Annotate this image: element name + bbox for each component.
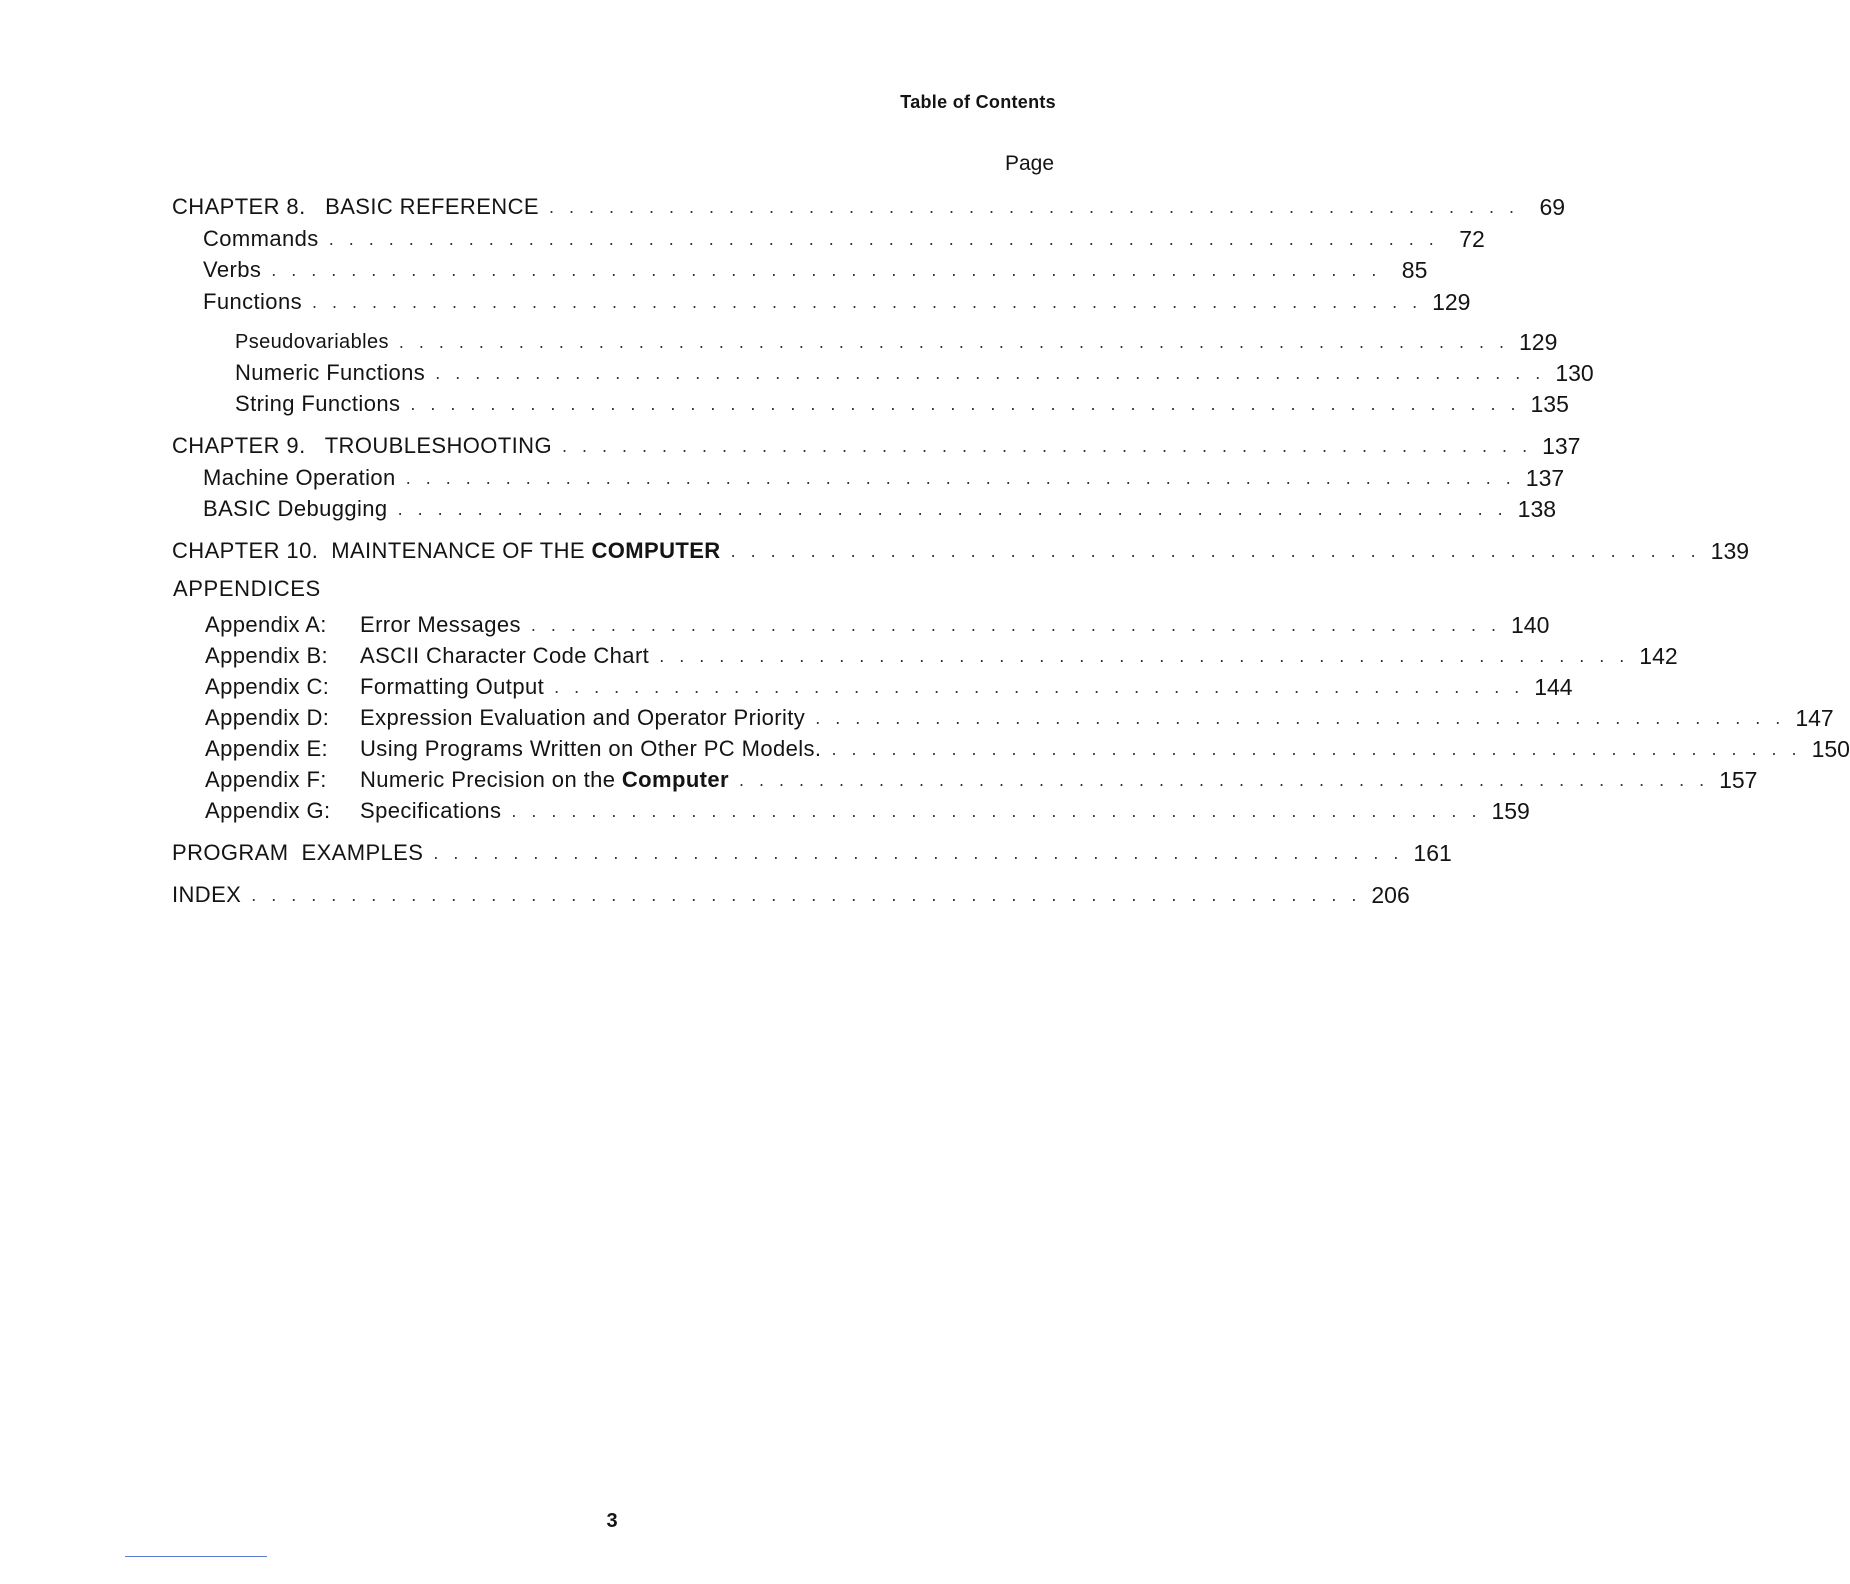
toc-page-number: 72 xyxy=(1459,226,1485,252)
toc-page-number: 157 xyxy=(1719,767,1758,793)
dot-leader: . . . . . . . . . . . . . . . . . . . . . . . . . . . . . . . . . . . . . . . . . . . . . . . . . xyxy=(659,646,1630,666)
toc-entry-numeric-functions[interactable] xyxy=(235,356,1594,386)
toc-entry-appendix-e[interactable] xyxy=(205,732,1850,762)
appendix-title: Specifications xyxy=(360,798,502,823)
dot-leader: . . . . . . . . . . . . . . . . . . . . . . . . . . . . . . . . . . . . . . . . . . . . . . . . . . . . . . . . xyxy=(251,885,1362,905)
dot-leader: . . . . . . . . . . . . . . . . . . . . . . . . . . . . . . . . . . . . . . . . . . . . . . . . . xyxy=(511,801,1482,821)
appendix-title-bold: Computer xyxy=(621,767,729,792)
dot-leader: . . . . . . . . . . . . . . . . . . . . . . . . . . . . . . . . . . . . . . . . . . . . . . . . . xyxy=(831,739,1802,759)
toc-entry-machine-operation[interactable] xyxy=(203,461,1565,491)
dot-leader: . . . . . . . . . . . . . . . . . . . . . . . . . . . . . . . . . . . . . . . . . . . . . . . . . . . . . . . . xyxy=(397,499,1508,519)
toc-entry-index[interactable] xyxy=(172,878,1410,908)
toc-page-number: 159 xyxy=(1491,798,1530,824)
toc-entry-label xyxy=(205,798,501,824)
dot-leader: . . . . . . . . . . . . . . . . . . . . . . . . . . . . . . . . . . . . . . . . . . . . . . . . . xyxy=(530,615,1501,635)
toc-page-number: 129 xyxy=(1518,329,1558,355)
appendix-title: Expression Evaluation and Operator Priority xyxy=(360,705,806,730)
chapter-10-label-bold: COMPUTER xyxy=(591,538,721,563)
dot-leader: . . . . . . . . . . . . . . . . . . . . . . . . . . . . . . . . . . . . . . . . . . . . . . . . . . . . . . . . xyxy=(271,260,1382,280)
toc-entry-label: Pseudovariables xyxy=(235,331,389,353)
appendix-prefix: Appendix G: xyxy=(205,798,331,823)
dot-leader: . . . . . . . . . . . . . . . . . . . . . . . . . . . . . . . . . . . . . . . . . . . . . . . . . xyxy=(554,677,1525,697)
toc-entry-label xyxy=(172,538,721,564)
toc-entry-label: BASIC Debugging xyxy=(203,496,388,521)
appendix-title: Numeric Precision on the xyxy=(360,767,622,792)
toc-entry-label xyxy=(205,643,649,669)
dot-leader: . . . . . . . . . . . . . . . . . . . . . . . . . . . . . . . . . . . . . . . . . . . . . . . . . xyxy=(815,708,1786,728)
toc-entry-label xyxy=(205,705,805,731)
toc-entry-functions[interactable] xyxy=(203,285,1471,315)
toc-page-number: 138 xyxy=(1517,496,1557,522)
toc-entry-label: Functions xyxy=(203,289,302,314)
appendix-prefix: Appendix F: xyxy=(205,767,327,792)
toc-entry-pseudovariables[interactable] xyxy=(235,325,1558,355)
toc-entry-label: Machine Operation xyxy=(203,465,396,490)
appendix-prefix: Appendix E: xyxy=(205,736,329,761)
toc-page-number: 142 xyxy=(1639,643,1678,669)
toc-page-number: 161 xyxy=(1413,840,1452,866)
toc-page-number: 139 xyxy=(1710,538,1750,564)
toc-page-number: 137 xyxy=(1525,465,1565,491)
running-head: Table of Contents xyxy=(900,92,1056,112)
toc-entry-appendix-c[interactable] xyxy=(205,670,1573,700)
page-column-label: Page xyxy=(1004,152,1054,175)
toc-entry-label: INDEX xyxy=(172,882,242,907)
toc-entry-appendix-d[interactable] xyxy=(205,701,1834,731)
toc-entry-label: Verbs xyxy=(203,257,262,282)
toc-entry-label: Numeric Functions xyxy=(235,360,426,385)
appendix-title: ASCII Character Code Chart xyxy=(360,643,650,668)
toc-entry-appendix-a[interactable] xyxy=(205,608,1550,638)
toc-entry-appendix-b[interactable] xyxy=(205,639,1678,669)
toc-entry-label: String Functions xyxy=(235,391,401,416)
toc-page-number: 147 xyxy=(1795,705,1834,731)
appendix-prefix: Appendix C: xyxy=(205,674,330,699)
toc-page-number: 137 xyxy=(1542,433,1581,459)
dot-leader: . . . . . . . . . . . . . . . . . . . . . . . . . . . . . . . . . . . . . . . . . . . . . . . . . . . . . . . . xyxy=(398,332,1509,352)
appendix-title: Formatting Output xyxy=(360,674,545,699)
dot-leader: . . . . . . . . . . . . . . . . . . . . . . . . . . . . . . . . . . . . . . . . . . . . . . . . . xyxy=(561,436,1533,456)
toc-entry-appendix-g[interactable] xyxy=(205,794,1530,824)
toc-entry-label: CHAPTER 9. TROUBLESHOOTING xyxy=(172,433,552,458)
toc-page-number: 206 xyxy=(1371,882,1410,908)
dot-leader: . . . . . . . . . . . . . . . . . . . . . . . . . . . . . . . . . . . . . . . . . . . . . . . . . xyxy=(730,541,1701,561)
toc-entry-program-examples[interactable] xyxy=(172,836,1452,866)
appendices-heading: APPENDICES xyxy=(173,576,321,601)
toc-page-number: 135 xyxy=(1530,391,1569,417)
chapter-10-label-text: CHAPTER 10. MAINTENANCE OF THE xyxy=(172,538,592,563)
dot-leader: . . . . . . . . . . . . . . . . . . . . . . . . . . . . . . . . . . . . . . . . . . . . . . . . . . . . . . . . xyxy=(410,394,1521,414)
toc-entry-appendix-f[interactable] xyxy=(205,763,1758,793)
dot-leader: . . . . . . . . . . . . . . . . . . . . . . . . . . . . . . . . . . . . . . . . . . . . . . . . . . . . . . . . xyxy=(405,468,1516,488)
toc-entry-label: CHAPTER 8. BASIC REFERENCE xyxy=(172,194,539,219)
toc-entry-chapter-9[interactable] xyxy=(172,429,1581,459)
toc-page-number: 140 xyxy=(1510,612,1550,638)
toc-entry-basic-debugging[interactable] xyxy=(203,492,1557,522)
toc-entry-verbs[interactable] xyxy=(203,253,1428,283)
dot-leader: . . . . . . . . . . . . . . . . . . . . . . . . . . . . . . . . . . . . . . . . . . . . . . . . . xyxy=(548,197,1520,217)
footer-rule xyxy=(125,1556,267,1557)
dot-leader: . . . . . . . . . . . . . . . . . . . . . . . . . . . . . . . . . . . . . . . . . . . . . . . . . xyxy=(433,843,1404,863)
appendix-title: Error Messages xyxy=(360,612,521,637)
toc-entry-label: Commands xyxy=(203,226,319,251)
appendix-prefix: Appendix A: xyxy=(205,612,327,637)
toc-entry-chapter-8[interactable] xyxy=(172,190,1566,220)
toc-entry-label xyxy=(205,674,544,700)
toc-entry-label xyxy=(205,736,821,762)
appendix-title: Using Programs Written on Other PC Models. xyxy=(360,736,822,761)
appendix-prefix: Appendix D: xyxy=(205,705,330,730)
toc-page-number: 129 xyxy=(1432,289,1471,315)
dot-leader: . . . . . . . . . . . . . . . . . . . . . . . . . . . . . . . . . . . . . . . . . . . . . . . . . . . . . . . . xyxy=(328,229,1439,249)
toc-page-number: 144 xyxy=(1534,674,1573,700)
toc-entry-label: PROGRAM EXAMPLES xyxy=(172,840,424,865)
appendix-prefix: Appendix B: xyxy=(205,643,329,668)
toc-page-number: 69 xyxy=(1539,194,1566,220)
toc-entry-commands[interactable] xyxy=(203,222,1485,252)
toc-entry-chapter-10[interactable] xyxy=(172,534,1750,564)
dot-leader: . . . . . . . . . . . . . . . . . . . . . . . . . . . . . . . . . . . . . . . . . . . . . . . . . . . . . . . . xyxy=(311,292,1423,312)
toc-entry-label xyxy=(205,767,729,793)
toc-page-number: 85 xyxy=(1401,257,1428,283)
dot-leader: . . . . . . . . . . . . . . . . . . . . . . . . . . . . . . . . . . . . . . . . . . . . . . . . . . . . . . . . xyxy=(435,363,1546,383)
toc-page-number: 130 xyxy=(1555,360,1594,386)
toc-page-number: 150 xyxy=(1811,736,1850,762)
page-number: 3 xyxy=(606,1510,618,1532)
toc-entry-label xyxy=(205,612,521,638)
toc-entry-string-functions[interactable] xyxy=(235,387,1569,417)
dot-leader: . . . . . . . . . . . . . . . . . . . . . . . . . . . . . . . . . . . . . . . . . . . . . . . . . xyxy=(738,770,1710,790)
